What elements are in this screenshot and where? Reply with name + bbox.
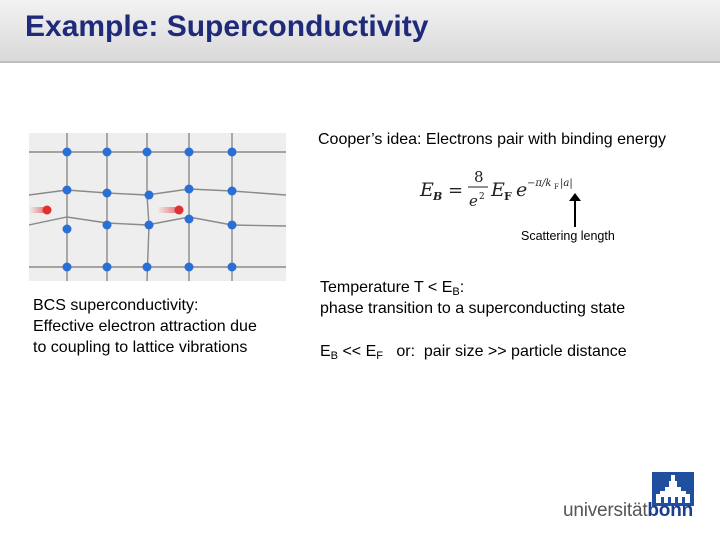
ratio-mid: << E	[338, 343, 377, 360]
formula-eq: =	[448, 180, 464, 201]
bcs-line-3: to coupling to lattice vibrations	[33, 339, 248, 356]
formula-exponent: −π/k	[527, 178, 552, 189]
formula-exponent-tail: |a|	[560, 178, 573, 189]
logo-word-2: bonn	[647, 500, 694, 521]
scattering-length-label: Scattering length	[521, 229, 615, 243]
slide-title: Example: Superconductivity	[25, 10, 429, 43]
ratio-a: E	[320, 343, 331, 360]
bcs-line-1: BCS superconductivity:	[33, 297, 199, 314]
binding-energy-formula	[418, 164, 588, 210]
formula-ef-sub: F	[504, 190, 512, 203]
temp-prefix: Temperature T < E	[320, 279, 453, 296]
university-logo	[563, 472, 703, 524]
energy-ratio-text	[320, 343, 627, 361]
formula-exp-base: e	[516, 179, 528, 201]
lattice-illustration	[29, 133, 286, 281]
title-bar	[0, 0, 720, 63]
formula-exponent-sub: F	[554, 183, 559, 191]
formula-eb: E	[420, 179, 434, 201]
formula-den-sup: 2	[479, 192, 485, 202]
logo-wordmark	[563, 500, 693, 522]
bcs-line-2: Effective electron attraction due	[33, 318, 257, 335]
temp-line-2: phase transition to a superconducting state	[320, 300, 626, 317]
logo-word-1: universität	[563, 500, 648, 521]
formula-eb-sub: B	[433, 190, 443, 203]
temp-sub: B	[452, 286, 460, 298]
ratio-b-sub: F	[376, 350, 383, 362]
bcs-description	[33, 295, 257, 358]
ratio-a-sub: B	[330, 350, 339, 362]
up-arrow-icon	[568, 193, 582, 229]
temp-suffix: :	[459, 279, 465, 296]
formula-num: 8	[474, 168, 484, 186]
ratio-tail: or: pair size >> particle distance	[383, 343, 627, 360]
formula-ef: E	[491, 179, 505, 201]
temperature-condition	[320, 277, 625, 319]
cooper-idea-text: Cooper’s idea: Electrons pair with binding energy	[318, 131, 667, 148]
formula-den: e	[469, 192, 478, 210]
